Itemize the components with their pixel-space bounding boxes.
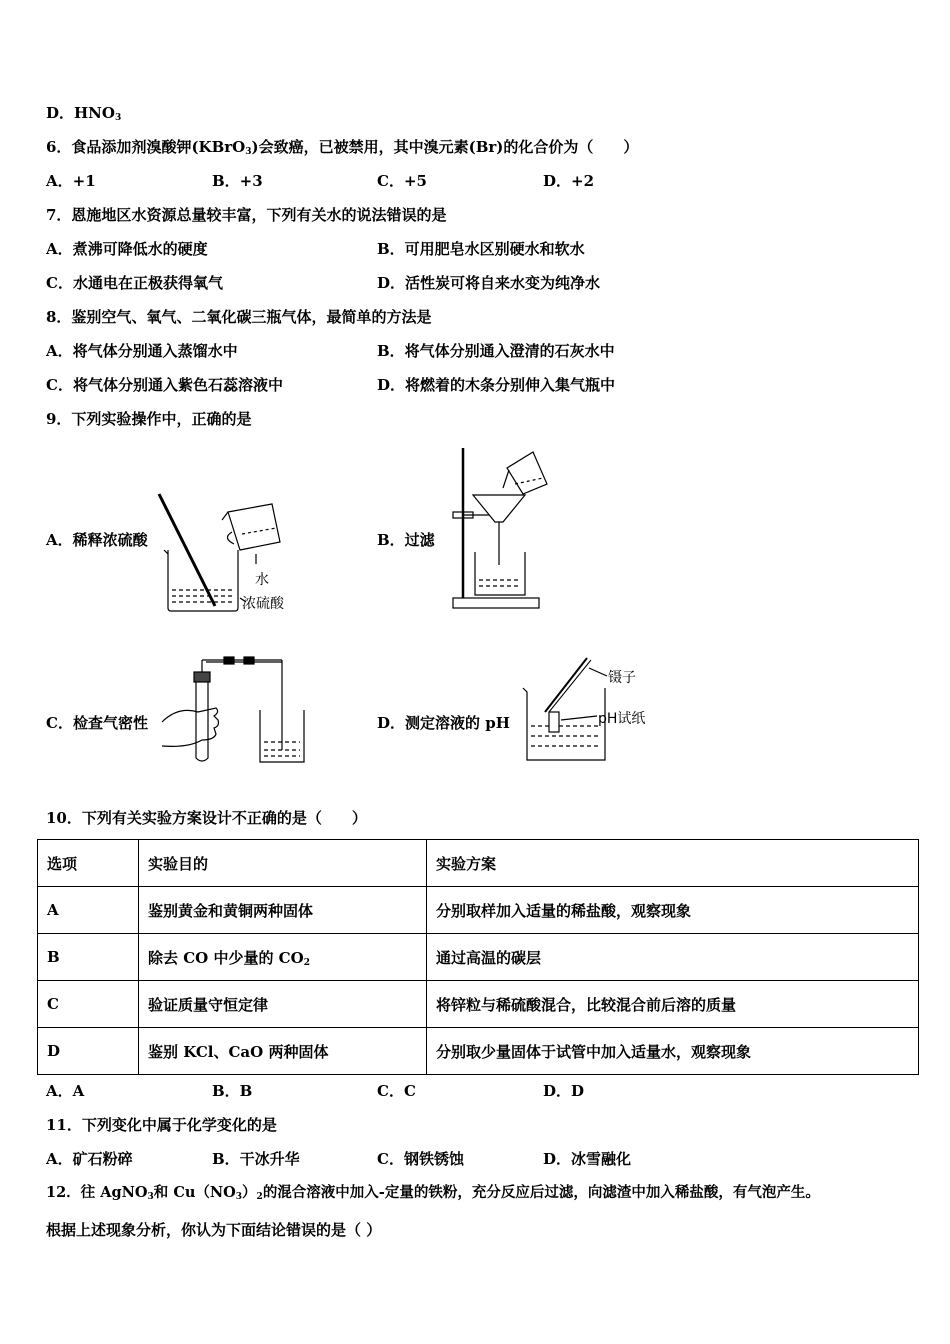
q8-option-a: A．将气体分别通入蒸馏水中 — [46, 342, 238, 360]
figure-dilute-acid — [150, 490, 310, 620]
q10-option-c: C．C — [377, 1082, 416, 1100]
q9-option-d: D．测定溶液的 pH — [377, 714, 510, 732]
q10-option-a: A．A — [46, 1082, 85, 1100]
row-purpose: 除去 CO 中少量的 $CO_2$ — [139, 934, 427, 981]
q7-option-a: A．煮沸可降低水的硬度 — [46, 240, 208, 258]
q11-option-b: B．干冰升华 — [212, 1150, 300, 1168]
q11-option-a: A．矿石粉碎 — [46, 1150, 133, 1168]
label-conc-acid: 浓硫酸 — [242, 596, 284, 612]
q12-stem-line2: 根据上述现象分析，你认为下面结论错误的是（ ） — [46, 1221, 382, 1239]
row-purpose: 验证质量守恒定律 — [139, 981, 427, 1028]
row-purpose: 鉴别 KCl、CaO 两种固体 — [139, 1028, 427, 1075]
row-plan: 通过高温的碳层 — [427, 934, 919, 981]
q6-stem: 6．食品添加剂溴酸钾(KBrO$_3$)会致癌，已被禁用，其中溴元素(Br)的化合价为（ ） — [46, 138, 639, 157]
row-key: B — [38, 934, 139, 981]
q11-option-c: C．钢铁锈蚀 — [377, 1150, 464, 1168]
q6-option-c: C．+5 — [377, 172, 427, 190]
q10-option-d: D．D — [543, 1082, 585, 1100]
q11-stem: 11．下列变化中属于化学变化的是 — [46, 1116, 277, 1134]
header-purpose: 实验目的 — [139, 840, 427, 887]
row-plan: 将锌粒与稀硫酸混合，比较混合前后溶的质量 — [427, 981, 919, 1028]
q9-option-c: C．检查气密性 — [46, 714, 148, 732]
row-key: A — [38, 887, 139, 934]
label-ph-paper: pH试纸 — [598, 711, 646, 727]
figure-ph-test — [515, 650, 675, 765]
q8-option-b: B．将气体分别通入澄清的石灰水中 — [377, 342, 615, 360]
table-header-row — [38, 840, 919, 887]
q12-stem: 12．往 AgNO$_3$和 $Cu(NO_3)_2$的混合溶液中加入-定量的铁粉，充分反应后过滤，向滤渣中加入稀盐酸，有气泡产生。 — [46, 1184, 820, 1202]
label-water: 水 — [255, 572, 269, 588]
q9-option-a: A．稀释浓硫酸 — [46, 531, 148, 549]
row-plan: 分别取样加入适量的稀盐酸，观察现象 — [427, 887, 919, 934]
q8-option-c: C．将气体分别通入紫色石蕊溶液中 — [46, 376, 283, 394]
table-row — [38, 981, 919, 1028]
q9-option-b: B．过滤 — [377, 531, 435, 549]
q5-option-d: D．$HNO_3$ — [46, 104, 122, 123]
q8-stem: 8．鉴别空气、氧气、二氧化碳三瓶气体，最简单的方法是 — [46, 308, 432, 326]
q6-option-b: B．+3 — [212, 172, 263, 190]
q10-option-b: B．B — [212, 1082, 253, 1100]
table-row — [38, 887, 919, 934]
row-key: D — [38, 1028, 139, 1075]
q10-stem: 10．下列有关实验方案设计不正确的是（ ） — [46, 809, 367, 827]
table-row — [38, 934, 919, 981]
q7-option-c: C．水通电在正极获得氧气 — [46, 274, 223, 292]
q7-option-b: B．可用肥皂水区别硬水和软水 — [377, 240, 585, 258]
q8-option-d: D．将燃着的木条分别伸入集气瓶中 — [377, 376, 616, 394]
figure-filtration — [445, 440, 555, 615]
figure-airtight-check — [158, 650, 308, 770]
q6-option-a: A．+1 — [46, 172, 96, 190]
q10-table — [37, 839, 919, 1075]
label-tweezers: 镊子 — [608, 670, 636, 686]
table-row — [38, 1028, 919, 1075]
q7-option-d: D．活性炭可将自来水变为纯净水 — [377, 274, 601, 292]
row-plan: 分别取少量固体于试管中加入适量水，观察现象 — [427, 1028, 919, 1075]
q11-option-d: D．冰雪融化 — [543, 1150, 632, 1168]
row-key: C — [38, 981, 139, 1028]
row-purpose: 鉴别黄金和黄铜两种固体 — [139, 887, 427, 934]
q7-stem: 7．恩施地区水资源总量较丰富，下列有关水的说法错误的是 — [46, 206, 447, 224]
header-plan: 实验方案 — [427, 840, 919, 887]
q6-option-d: D．+2 — [543, 172, 595, 190]
q9-stem: 9．下列实验操作中，正确的是 — [46, 410, 252, 428]
header-option: 选项 — [38, 840, 139, 887]
